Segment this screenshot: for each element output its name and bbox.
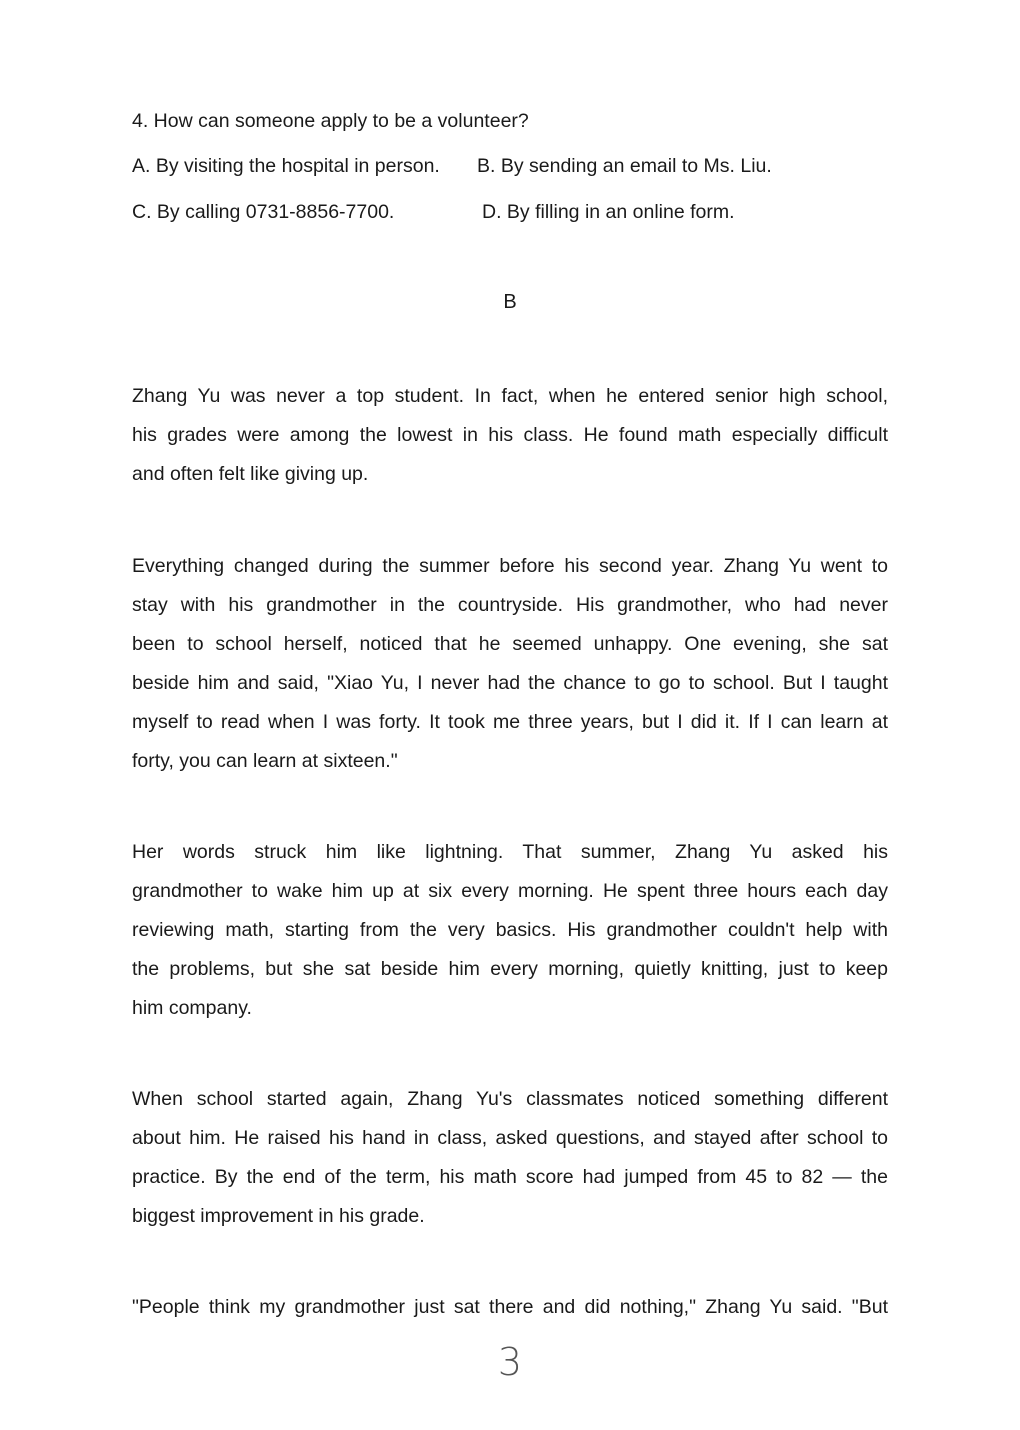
option-d: D. By filling in an online form. [482, 201, 735, 223]
paragraph-4 [132, 1080, 888, 1236]
paragraph-line: biggest improvement in his grade. [132, 1205, 425, 1227]
paragraph-line: myself to read when I was forty. It took me three years, but I did it. If I can learn at [132, 711, 888, 733]
paragraph-line: practice. By the end of the term, his math score had jumped from 45 to 82 — the [132, 1166, 888, 1188]
paragraph-line: Zhang Yu was never a top student. In fact, when he entered senior high school, [132, 385, 888, 407]
question-stem: 4. How can someone apply to be a volunteer? [132, 110, 529, 132]
paragraph-line: stay with his grandmother in the countryside. His grandmother, who had never [132, 594, 888, 616]
paragraph-line: grandmother to wake him up at six every morning. He spent three hours each day [132, 880, 888, 902]
option-c: C. By calling 0731-8856-7700. [132, 201, 395, 223]
paragraph-line: Everything changed during the summer before his second year. Zhang Yu went to [132, 555, 888, 577]
paragraph-5 [132, 1288, 888, 1327]
paragraph-line: the problems, but she sat beside him every morning, quietly knitting, just to keep [132, 958, 888, 980]
paragraph-line: about him. He raised his hand in class, asked questions, and stayed after school to [132, 1127, 888, 1149]
paragraph-line: reviewing math, starting from the very basics. His grandmother couldn't help with [132, 919, 888, 941]
paragraph-line: beside him and said, "Xiao Yu, I never had the chance to go to school. But I taught [132, 672, 888, 694]
paragraph-line: When school started again, Zhang Yu's classmates noticed something different [132, 1088, 888, 1110]
paragraph-1 [132, 377, 888, 494]
paragraph-3 [132, 833, 888, 1028]
option-b: B. By sending an email to Ms. Liu. [477, 155, 772, 177]
section-label: B [503, 291, 517, 313]
page-number: 3 [497, 1340, 523, 1384]
paragraph-line: him company. [132, 997, 252, 1019]
paragraph-line: Her words struck him like lightning. That summer, Zhang Yu asked his [132, 841, 888, 863]
paragraph-line: "People think my grandmother just sat there and did nothing," Zhang Yu said. "But [132, 1296, 888, 1318]
paragraph-line: been to school herself, noticed that he seemed unhappy. One evening, she sat [132, 633, 888, 655]
paragraph-2 [132, 547, 888, 781]
paragraph-line: his grades were among the lowest in his class. He found math especially difficult [132, 424, 888, 446]
paragraph-line: and often felt like giving up. [132, 463, 369, 485]
option-a: A. By visiting the hospital in person. [132, 155, 440, 177]
paragraph-line: forty, you can learn at sixteen." [132, 750, 398, 772]
